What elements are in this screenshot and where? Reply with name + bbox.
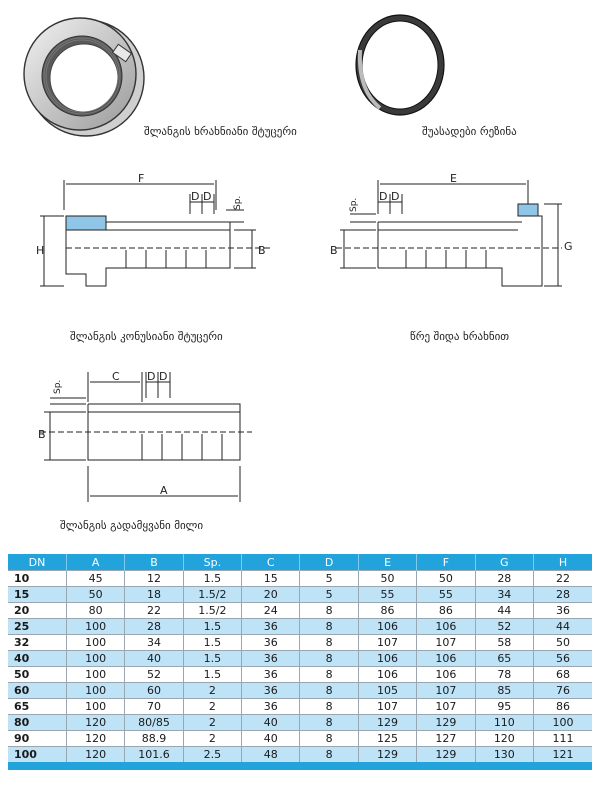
table-cell: 107 xyxy=(417,683,475,699)
table-cell: 60 xyxy=(125,683,183,699)
table-cell: 5 xyxy=(300,587,358,603)
table-cell: 52 xyxy=(125,667,183,683)
table-cell: 80 xyxy=(8,715,66,731)
table-row xyxy=(8,683,592,699)
table-row xyxy=(8,635,592,651)
table-cell: 100 xyxy=(66,667,124,683)
table-cell: 5 xyxy=(300,571,358,587)
dim-label-d4: D xyxy=(391,190,400,203)
table-cell: 106 xyxy=(417,651,475,667)
table-cell: 1.5 xyxy=(183,651,241,667)
table-cell: 85 xyxy=(475,683,533,699)
dim-label-e: E xyxy=(450,172,457,185)
dim-label-b3: B xyxy=(38,428,46,441)
dim-label-sp2: Sp. xyxy=(349,197,359,212)
header-h: H xyxy=(534,554,592,571)
dim-label-g: G xyxy=(564,240,573,253)
table-cell: 12 xyxy=(125,571,183,587)
table-cell: 2.5 xyxy=(183,747,241,767)
table-cell: 34 xyxy=(475,587,533,603)
table-cell: 86 xyxy=(358,603,416,619)
table-cell: 36 xyxy=(242,619,300,635)
table-row xyxy=(8,747,592,767)
dim-label-f: F xyxy=(138,172,145,185)
table-cell: 120 xyxy=(66,747,124,767)
table-cell: 129 xyxy=(417,747,475,767)
dim-label-sp3: Sp. xyxy=(53,379,63,394)
table-cell: 106 xyxy=(358,651,416,667)
table-cell: 40 xyxy=(8,651,66,667)
dim-label-b2: B xyxy=(330,244,338,257)
table-cell: 129 xyxy=(417,715,475,731)
table-cell: 2 xyxy=(183,699,241,715)
header-b: B xyxy=(125,554,183,571)
caption-internal-thread: წრე შიდა ხრახნით xyxy=(410,330,510,343)
dim-label-c: C xyxy=(112,370,120,383)
table-cell: 52 xyxy=(475,619,533,635)
table-cell: 28 xyxy=(475,571,533,587)
caption-hose-nut: შლანგის ხრახნიანი შტუცერი xyxy=(144,125,297,138)
table-cell: 44 xyxy=(475,603,533,619)
table-row xyxy=(8,651,592,667)
table-cell: 1.5 xyxy=(183,667,241,683)
table-cell: 88.9 xyxy=(125,731,183,747)
table-cell: 44 xyxy=(534,619,592,635)
table-cell: 8 xyxy=(300,651,358,667)
table-cell: 8 xyxy=(300,683,358,699)
table-cell: 68 xyxy=(534,667,592,683)
table-cell: 8 xyxy=(300,619,358,635)
table-row xyxy=(8,587,592,603)
table-cell: 100 xyxy=(66,619,124,635)
hose-nut-illustration xyxy=(18,12,148,142)
header-a: A xyxy=(66,554,124,571)
table-cell: 25 xyxy=(8,619,66,635)
caption-hose-cone: შლანგის კონუსიანი შტუცერი xyxy=(70,330,223,343)
table-cell: 36 xyxy=(242,699,300,715)
table-cell: 10 xyxy=(8,571,66,587)
dim-label-d3: D xyxy=(379,190,388,203)
table-cell: 106 xyxy=(417,619,475,635)
table-cell: 101.6 xyxy=(125,747,183,767)
table-cell: 106 xyxy=(358,667,416,683)
header-f: F xyxy=(417,554,475,571)
dim-label-d1: D xyxy=(191,190,200,203)
table-cell: 76 xyxy=(534,683,592,699)
table-cell: 100 xyxy=(534,715,592,731)
table-cell: 50 xyxy=(66,587,124,603)
table-cell: 36 xyxy=(534,603,592,619)
table-cell: 20 xyxy=(242,587,300,603)
table-cell: 120 xyxy=(66,731,124,747)
table-cell: 55 xyxy=(358,587,416,603)
table-cell: 40 xyxy=(242,715,300,731)
caption-hose-tail: შლანგის გადამყვანი მილი xyxy=(60,519,204,532)
table-cell: 110 xyxy=(475,715,533,731)
table-cell: 127 xyxy=(417,731,475,747)
table-cell: 100 xyxy=(66,683,124,699)
table-cell: 1.5 xyxy=(183,619,241,635)
header-g: G xyxy=(475,554,533,571)
table-row xyxy=(8,699,592,715)
table-cell: 34 xyxy=(125,635,183,651)
table-cell: 58 xyxy=(475,635,533,651)
table-cell: 121 xyxy=(534,747,592,767)
table-row xyxy=(8,731,592,747)
table-cell: 120 xyxy=(475,731,533,747)
table-cell: 107 xyxy=(358,635,416,651)
table-row xyxy=(8,571,592,587)
table-cell: 86 xyxy=(417,603,475,619)
table-cell: 8 xyxy=(300,667,358,683)
table-cell: 56 xyxy=(534,651,592,667)
table-cell: 36 xyxy=(242,667,300,683)
table-cell: 65 xyxy=(8,699,66,715)
table-row xyxy=(8,715,592,731)
dim-label-b: B xyxy=(258,244,266,257)
table-cell: 55 xyxy=(417,587,475,603)
table-row xyxy=(8,603,592,619)
table-cell: 129 xyxy=(358,747,416,767)
table-cell: 8 xyxy=(300,747,358,767)
table-row xyxy=(8,667,592,683)
table-cell: 100 xyxy=(8,747,66,767)
table-cell: 65 xyxy=(475,651,533,667)
table-cell: 70 xyxy=(125,699,183,715)
table-cell: 15 xyxy=(8,587,66,603)
table-cell: 1.5 xyxy=(183,571,241,587)
table-cell: 22 xyxy=(125,603,183,619)
table-cell: 106 xyxy=(358,619,416,635)
header-c: C xyxy=(242,554,300,571)
table-cell: 50 xyxy=(8,667,66,683)
table-cell: 107 xyxy=(358,699,416,715)
table-cell: 86 xyxy=(534,699,592,715)
caption-sealing-ring: შუასადები რეზინა xyxy=(422,125,517,138)
table-cell: 120 xyxy=(66,715,124,731)
table-cell: 50 xyxy=(417,571,475,587)
table-cell: 125 xyxy=(358,731,416,747)
header-d: D xyxy=(300,554,358,571)
table-cell: 95 xyxy=(475,699,533,715)
table-cell: 80 xyxy=(66,603,124,619)
table-cell: 40 xyxy=(125,651,183,667)
dim-label-h: H xyxy=(36,244,45,257)
table-cell: 50 xyxy=(358,571,416,587)
table-row xyxy=(8,619,592,635)
table-cell: 100 xyxy=(66,699,124,715)
table-cell: 107 xyxy=(417,699,475,715)
table-cell: 1.5/2 xyxy=(183,603,241,619)
table-cell: 36 xyxy=(242,635,300,651)
table-cell: 22 xyxy=(534,571,592,587)
table-cell: 36 xyxy=(242,683,300,699)
table-cell: 36 xyxy=(242,651,300,667)
dim-label-d5: D xyxy=(147,370,156,383)
table-cell: 111 xyxy=(534,731,592,747)
table-cell: 2 xyxy=(183,731,241,747)
table-cell: 8 xyxy=(300,603,358,619)
table-cell: 20 xyxy=(8,603,66,619)
table-cell: 80/85 xyxy=(125,715,183,731)
table-cell: 24 xyxy=(242,603,300,619)
table-cell: 106 xyxy=(417,667,475,683)
sealing-ring-illustration xyxy=(350,10,450,120)
dim-label-a: A xyxy=(160,484,168,497)
table-body xyxy=(8,571,592,767)
table-cell: 45 xyxy=(66,571,124,587)
table-cell: 60 xyxy=(8,683,66,699)
table-cell: 48 xyxy=(242,747,300,767)
table-cell: 32 xyxy=(8,635,66,651)
table-cell: 100 xyxy=(66,651,124,667)
table-cell: 130 xyxy=(475,747,533,767)
table-cell: 15 xyxy=(242,571,300,587)
dim-label-d2: D xyxy=(203,190,212,203)
internal-thread-drawing xyxy=(322,170,582,310)
table-cell: 129 xyxy=(358,715,416,731)
table-cell: 18 xyxy=(125,587,183,603)
table-cell: 8 xyxy=(300,715,358,731)
header-dn: DN xyxy=(8,554,66,571)
table-cell: 1.5 xyxy=(183,635,241,651)
table-cell: 28 xyxy=(125,619,183,635)
dimensions-table xyxy=(8,554,592,770)
table-cell: 50 xyxy=(534,635,592,651)
header-e: E xyxy=(358,554,416,571)
dim-label-d6: D xyxy=(159,370,168,383)
table-cell: 105 xyxy=(358,683,416,699)
dim-label-sp: Sp. xyxy=(233,195,243,210)
table-cell: 90 xyxy=(8,731,66,747)
table-cell: 8 xyxy=(300,731,358,747)
table-cell: 8 xyxy=(300,635,358,651)
table-cell: 107 xyxy=(417,635,475,651)
hose-tail-drawing xyxy=(30,362,260,512)
table-cell: 100 xyxy=(66,635,124,651)
table-cell: 2 xyxy=(183,715,241,731)
table-cell: 8 xyxy=(300,699,358,715)
table-cell: 28 xyxy=(534,587,592,603)
table-cell: 2 xyxy=(183,683,241,699)
table-cell: 1.5/2 xyxy=(183,587,241,603)
hose-cone-drawing xyxy=(30,170,280,310)
table-cell: 78 xyxy=(475,667,533,683)
header-sp: Sp. xyxy=(183,554,241,571)
table-header-row xyxy=(8,554,592,571)
table-cell: 40 xyxy=(242,731,300,747)
